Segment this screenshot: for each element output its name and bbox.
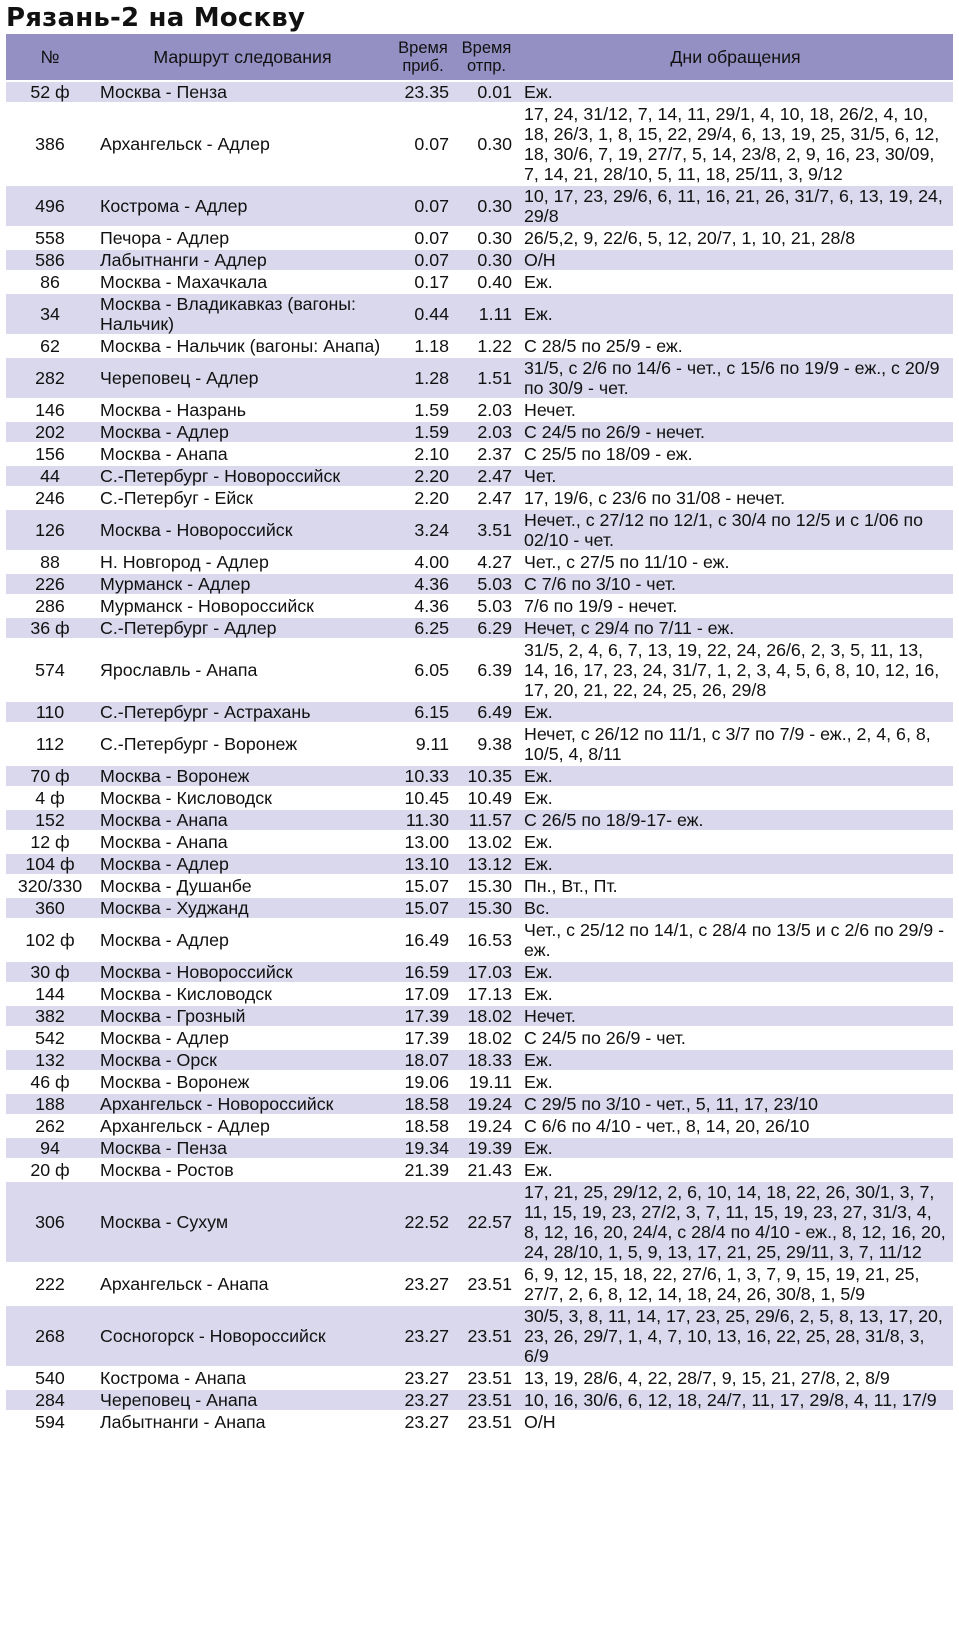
route-name: Лабытнанги - Анапа bbox=[94, 1411, 391, 1433]
train-number: 574 bbox=[6, 639, 94, 701]
page-title: Рязань-2 на Москву bbox=[6, 3, 306, 33]
train-number: 102 ф bbox=[6, 919, 94, 961]
departure-time: 23.51 bbox=[455, 1389, 518, 1411]
operating-days: Еж. bbox=[518, 1071, 953, 1093]
table-row bbox=[6, 293, 953, 335]
train-number: 542 bbox=[6, 1027, 94, 1049]
arrival-time: 16.49 bbox=[391, 919, 455, 961]
operating-days: 31/5, 2, 4, 6, 7, 13, 19, 22, 24, 26/6, 2, 3, 5, 11, 13, 14, 16, 17, 23, 24, 31/7, 1, 2, 3, 4, 5, 6, 8, 10, 12, 16, 17, 20, 21, 22, 24, 25, 26, 29/8 bbox=[518, 639, 953, 701]
header-num: № bbox=[6, 34, 94, 81]
train-number: 144 bbox=[6, 983, 94, 1005]
table-row bbox=[6, 961, 953, 983]
train-number: 268 bbox=[6, 1305, 94, 1367]
departure-time: 19.24 bbox=[455, 1115, 518, 1137]
departure-time: 0.30 bbox=[455, 227, 518, 249]
departure-time: 19.39 bbox=[455, 1137, 518, 1159]
route-name: Москва - Грозный bbox=[94, 1005, 391, 1027]
table-row bbox=[6, 831, 953, 853]
operating-days: Нечет., с 27/12 по 12/1, с 30/4 по 12/5 и с 1/06 по 02/10 - чет. bbox=[518, 509, 953, 551]
table-row bbox=[6, 1411, 953, 1433]
operating-days: О/Н bbox=[518, 249, 953, 271]
operating-days: 7/6 по 19/9 - нечет. bbox=[518, 595, 953, 617]
arrival-time: 6.25 bbox=[391, 617, 455, 639]
departure-time: 6.29 bbox=[455, 617, 518, 639]
arrival-time: 21.39 bbox=[391, 1159, 455, 1181]
route-name: Ярославль - Анапа bbox=[94, 639, 391, 701]
operating-days: Еж. bbox=[518, 271, 953, 293]
train-number: 382 bbox=[6, 1005, 94, 1027]
train-number: 4 ф bbox=[6, 787, 94, 809]
arrival-time: 9.11 bbox=[391, 723, 455, 765]
operating-days: Нечет. bbox=[518, 1005, 953, 1027]
departure-time: 13.12 bbox=[455, 853, 518, 875]
table-row bbox=[6, 1027, 953, 1049]
arrival-time: 23.27 bbox=[391, 1305, 455, 1367]
route-name: Кострома - Адлер bbox=[94, 185, 391, 227]
table-row bbox=[6, 1071, 953, 1093]
train-number: 70 ф bbox=[6, 765, 94, 787]
train-number: 30 ф bbox=[6, 961, 94, 983]
departure-time: 17.13 bbox=[455, 983, 518, 1005]
table-row bbox=[6, 853, 953, 875]
departure-time: 4.27 bbox=[455, 551, 518, 573]
route-name: Москва - Анапа bbox=[94, 809, 391, 831]
arrival-time: 15.07 bbox=[391, 875, 455, 897]
arrival-time: 11.30 bbox=[391, 809, 455, 831]
table-row bbox=[6, 227, 953, 249]
train-number: 112 bbox=[6, 723, 94, 765]
arrival-time: 1.59 bbox=[391, 399, 455, 421]
table-row bbox=[6, 1005, 953, 1027]
departure-time: 18.33 bbox=[455, 1049, 518, 1071]
route-name: Архангельск - Анапа bbox=[94, 1263, 391, 1305]
arrival-time: 15.07 bbox=[391, 897, 455, 919]
arrival-time: 19.06 bbox=[391, 1071, 455, 1093]
train-number: 320/330 bbox=[6, 875, 94, 897]
header-departure bbox=[455, 34, 518, 81]
arrival-time: 19.34 bbox=[391, 1137, 455, 1159]
arrival-time: 10.33 bbox=[391, 765, 455, 787]
table-row bbox=[6, 103, 953, 185]
train-number: 222 bbox=[6, 1263, 94, 1305]
route-name: Москва - Кисловодск bbox=[94, 787, 391, 809]
departure-time: 10.35 bbox=[455, 765, 518, 787]
operating-days: С 26/5 по 18/9-17- еж. bbox=[518, 809, 953, 831]
operating-days: 31/5, с 2/6 по 14/6 - чет., с 15/6 по 19/9 - еж., с 20/9 по 30/9 - чет. bbox=[518, 357, 953, 399]
departure-time: 23.51 bbox=[455, 1305, 518, 1367]
operating-days: С 7/6 по 3/10 - чет. bbox=[518, 573, 953, 595]
route-name: Кострома - Анапа bbox=[94, 1367, 391, 1389]
route-name: Мурманск - Новороссийск bbox=[94, 595, 391, 617]
arrival-time: 23.27 bbox=[391, 1263, 455, 1305]
table-row bbox=[6, 809, 953, 831]
header-departure-line1: Время bbox=[461, 39, 512, 57]
departure-time: 5.03 bbox=[455, 595, 518, 617]
route-name: Москва - Пенза bbox=[94, 81, 391, 103]
operating-days: Еж. bbox=[518, 831, 953, 853]
route-name: Архангельск - Адлер bbox=[94, 103, 391, 185]
table-row bbox=[6, 1367, 953, 1389]
train-number: 284 bbox=[6, 1389, 94, 1411]
operating-days: Еж. bbox=[518, 787, 953, 809]
table-row bbox=[6, 897, 953, 919]
train-number: 202 bbox=[6, 421, 94, 443]
train-number: 132 bbox=[6, 1049, 94, 1071]
operating-days: Пн., Вт., Пт. bbox=[518, 875, 953, 897]
route-name: Череповец - Анапа bbox=[94, 1389, 391, 1411]
route-name: Москва - Адлер bbox=[94, 421, 391, 443]
arrival-time: 0.44 bbox=[391, 293, 455, 335]
train-number: 586 bbox=[6, 249, 94, 271]
table-row bbox=[6, 723, 953, 765]
arrival-time: 0.17 bbox=[391, 271, 455, 293]
departure-time: 0.30 bbox=[455, 185, 518, 227]
departure-time: 18.02 bbox=[455, 1027, 518, 1049]
route-name: Москва - Анапа bbox=[94, 443, 391, 465]
operating-days: 10, 16, 30/6, 6, 12, 18, 24/7, 11, 17, 29/8, 4, 11, 17/9 bbox=[518, 1389, 953, 1411]
arrival-time: 18.58 bbox=[391, 1093, 455, 1115]
arrival-time: 23.35 bbox=[391, 81, 455, 103]
operating-days: С 24/5 по 26/9 - чет. bbox=[518, 1027, 953, 1049]
route-name: Москва - Анапа bbox=[94, 831, 391, 853]
route-name: Москва - Новороссийск bbox=[94, 509, 391, 551]
operating-days: Чет., с 27/5 по 11/10 - еж. bbox=[518, 551, 953, 573]
arrival-time: 17.09 bbox=[391, 983, 455, 1005]
table-row bbox=[6, 919, 953, 961]
route-name: Москва - Кисловодск bbox=[94, 983, 391, 1005]
arrival-time: 4.36 bbox=[391, 573, 455, 595]
arrival-time: 4.36 bbox=[391, 595, 455, 617]
departure-time: 19.24 bbox=[455, 1093, 518, 1115]
route-name: Лабытнанги - Адлер bbox=[94, 249, 391, 271]
table-row bbox=[6, 1049, 953, 1071]
arrival-time: 1.28 bbox=[391, 357, 455, 399]
departure-time: 0.30 bbox=[455, 103, 518, 185]
operating-days: Чет., с 25/12 по 14/1, с 28/4 по 13/5 и с 2/6 по 29/9 - еж. bbox=[518, 919, 953, 961]
arrival-time: 23.27 bbox=[391, 1367, 455, 1389]
train-number: 126 bbox=[6, 509, 94, 551]
route-name: С.-Петербург - Воронеж bbox=[94, 723, 391, 765]
route-name: Москва - Новороссийск bbox=[94, 961, 391, 983]
operating-days: Еж. bbox=[518, 853, 953, 875]
departure-time: 16.53 bbox=[455, 919, 518, 961]
train-number: 360 bbox=[6, 897, 94, 919]
train-number: 62 bbox=[6, 335, 94, 357]
route-name: Москва - Махачкала bbox=[94, 271, 391, 293]
train-number: 146 bbox=[6, 399, 94, 421]
table-row bbox=[6, 509, 953, 551]
arrival-time: 0.07 bbox=[391, 249, 455, 271]
train-number: 496 bbox=[6, 185, 94, 227]
table-row bbox=[6, 1115, 953, 1137]
operating-days: 17, 24, 31/12, 7, 14, 11, 29/1, 4, 10, 18, 26/2, 4, 10, 18, 26/3, 1, 8, 15, 22, 29/4, 6, 13, 19, 25, 31/5, 6, 12, 18, 30/6, 7, 19, 27/7, 5, 14, 23/8, 2, 9, 16, 23, 30/09, 7, 14, 21, 28/10, 5, 11, 18, 25/11, 3, 9/12 bbox=[518, 103, 953, 185]
train-number: 86 bbox=[6, 271, 94, 293]
table-row bbox=[6, 399, 953, 421]
operating-days: Еж. bbox=[518, 1159, 953, 1181]
operating-days: Еж. bbox=[518, 983, 953, 1005]
table-body bbox=[6, 81, 953, 1433]
route-name: Москва - Воронеж bbox=[94, 1071, 391, 1093]
departure-time: 17.03 bbox=[455, 961, 518, 983]
table-row bbox=[6, 875, 953, 897]
departure-time: 0.01 bbox=[455, 81, 518, 103]
train-number: 156 bbox=[6, 443, 94, 465]
table-row bbox=[6, 443, 953, 465]
arrival-time: 17.39 bbox=[391, 1005, 455, 1027]
operating-days: Нечет, с 29/4 по 7/11 - еж. bbox=[518, 617, 953, 639]
route-name: Архангельск - Адлер bbox=[94, 1115, 391, 1137]
operating-days: С 28/5 по 25/9 - еж. bbox=[518, 335, 953, 357]
route-name: Москва - Адлер bbox=[94, 919, 391, 961]
route-name: Мурманск - Адлер bbox=[94, 573, 391, 595]
arrival-time: 23.27 bbox=[391, 1389, 455, 1411]
table-row bbox=[6, 1263, 953, 1305]
route-name: Москва - Адлер bbox=[94, 853, 391, 875]
header-arrival-line2: приб. bbox=[402, 57, 444, 75]
table-row bbox=[6, 1305, 953, 1367]
departure-time: 2.03 bbox=[455, 399, 518, 421]
departure-time: 1.51 bbox=[455, 357, 518, 399]
operating-days: С 6/6 по 4/10 - чет., 8, 14, 20, 26/10 bbox=[518, 1115, 953, 1137]
route-name: Череповец - Адлер bbox=[94, 357, 391, 399]
operating-days: 13, 19, 28/6, 4, 22, 28/7, 9, 15, 21, 27/8, 2, 8/9 bbox=[518, 1367, 953, 1389]
departure-time: 2.03 bbox=[455, 421, 518, 443]
table-row bbox=[6, 271, 953, 293]
route-name: Москва - Владикавказ (вагоны: Нальчик) bbox=[94, 293, 391, 335]
table-row bbox=[6, 1137, 953, 1159]
route-name: Печора - Адлер bbox=[94, 227, 391, 249]
table-row bbox=[6, 81, 953, 103]
table-row bbox=[6, 765, 953, 787]
route-name: Н. Новгород - Адлер bbox=[94, 551, 391, 573]
table-row bbox=[6, 185, 953, 227]
train-number: 246 bbox=[6, 487, 94, 509]
route-name: Москва - Худжанд bbox=[94, 897, 391, 919]
table-row bbox=[6, 487, 953, 509]
train-number: 36 ф bbox=[6, 617, 94, 639]
operating-days: Нечет. bbox=[518, 399, 953, 421]
train-number: 88 bbox=[6, 551, 94, 573]
departure-time: 23.51 bbox=[455, 1367, 518, 1389]
departure-time: 22.57 bbox=[455, 1181, 518, 1263]
route-name: Москва - Сухум bbox=[94, 1181, 391, 1263]
arrival-time: 2.10 bbox=[391, 443, 455, 465]
arrival-time: 1.18 bbox=[391, 335, 455, 357]
table-row bbox=[6, 335, 953, 357]
arrival-time: 1.59 bbox=[391, 421, 455, 443]
table-row bbox=[6, 617, 953, 639]
train-number: 540 bbox=[6, 1367, 94, 1389]
train-number: 188 bbox=[6, 1093, 94, 1115]
departure-time: 21.43 bbox=[455, 1159, 518, 1181]
train-number: 94 bbox=[6, 1137, 94, 1159]
table-row bbox=[6, 701, 953, 723]
departure-time: 2.47 bbox=[455, 465, 518, 487]
operating-days: 10, 17, 23, 29/6, 6, 11, 16, 21, 26, 31/7, 6, 13, 19, 24, 29/8 bbox=[518, 185, 953, 227]
route-name: Москва - Орск bbox=[94, 1049, 391, 1071]
table-row bbox=[6, 357, 953, 399]
train-number: 152 bbox=[6, 809, 94, 831]
table-row bbox=[6, 421, 953, 443]
departure-time: 1.22 bbox=[455, 335, 518, 357]
train-number: 306 bbox=[6, 1181, 94, 1263]
arrival-time: 23.27 bbox=[391, 1411, 455, 1433]
operating-days: С 24/5 по 26/9 - нечет. bbox=[518, 421, 953, 443]
arrival-time: 0.07 bbox=[391, 227, 455, 249]
arrival-time: 18.07 bbox=[391, 1049, 455, 1071]
table-row bbox=[6, 1159, 953, 1181]
operating-days: Еж. bbox=[518, 293, 953, 335]
table-row bbox=[6, 1181, 953, 1263]
departure-time: 13.02 bbox=[455, 831, 518, 853]
arrival-time: 17.39 bbox=[391, 1027, 455, 1049]
departure-time: 3.51 bbox=[455, 509, 518, 551]
train-schedule-table bbox=[6, 34, 953, 1434]
train-number: 110 bbox=[6, 701, 94, 723]
arrival-time: 6.15 bbox=[391, 701, 455, 723]
train-number: 282 bbox=[6, 357, 94, 399]
route-name: Москва - Душанбе bbox=[94, 875, 391, 897]
operating-days: 6, 9, 12, 15, 18, 22, 27/6, 1, 3, 7, 9, 15, 19, 21, 25, 27/7, 2, 6, 8, 12, 14, 18, 24, 26, 30/8, 1, 5/9 bbox=[518, 1263, 953, 1305]
route-name: С.-Петербург - Новороссийск bbox=[94, 465, 391, 487]
departure-time: 23.51 bbox=[455, 1263, 518, 1305]
route-name: Москва - Нальчик (вагоны: Анапа) bbox=[94, 335, 391, 357]
operating-days: Еж. bbox=[518, 701, 953, 723]
train-number: 286 bbox=[6, 595, 94, 617]
train-number: 44 bbox=[6, 465, 94, 487]
train-number: 226 bbox=[6, 573, 94, 595]
operating-days: Еж. bbox=[518, 1049, 953, 1071]
departure-time: 1.11 bbox=[455, 293, 518, 335]
arrival-time: 4.00 bbox=[391, 551, 455, 573]
departure-time: 6.49 bbox=[455, 701, 518, 723]
operating-days: 26/5,2, 9, 22/6, 5, 12, 20/7, 1, 10, 21, 28/8 bbox=[518, 227, 953, 249]
departure-time: 15.30 bbox=[455, 897, 518, 919]
operating-days: 17, 21, 25, 29/12, 2, 6, 10, 14, 18, 22, 26, 30/1, 3, 7, 11, 15, 19, 23, 27/2, 3, 7, 11, 15, 19, 23, 27, 31/3, 4, 8, 12, 16, 20, 24/4, с 28/4 по 4/10 - еж., 8, 12, 16, 20, 24, 28/10, 1, 5, 9, 13, 17, 21, 25, 29/11, 3, 7, 11/12 bbox=[518, 1181, 953, 1263]
table-row bbox=[6, 639, 953, 701]
route-name: Москва - Воронеж bbox=[94, 765, 391, 787]
departure-time: 11.57 bbox=[455, 809, 518, 831]
operating-days: Нечет, с 26/12 по 11/1, с 3/7 по 7/9 - еж., 2, 4, 6, 8, 10/5, 4, 8/11 bbox=[518, 723, 953, 765]
departure-time: 23.51 bbox=[455, 1411, 518, 1433]
departure-time: 6.39 bbox=[455, 639, 518, 701]
operating-days: Еж. bbox=[518, 765, 953, 787]
departure-time: 9.38 bbox=[455, 723, 518, 765]
train-number: 558 bbox=[6, 227, 94, 249]
operating-days: 17, 19/6, с 23/6 по 31/08 - нечет. bbox=[518, 487, 953, 509]
train-number: 20 ф bbox=[6, 1159, 94, 1181]
operating-days: Еж. bbox=[518, 961, 953, 983]
train-number: 46 ф bbox=[6, 1071, 94, 1093]
operating-days: Еж. bbox=[518, 81, 953, 103]
header-arrival-line1: Время bbox=[398, 39, 448, 57]
arrival-time: 0.07 bbox=[391, 103, 455, 185]
train-number: 34 bbox=[6, 293, 94, 335]
arrival-time: 13.10 bbox=[391, 853, 455, 875]
table-row bbox=[6, 1093, 953, 1115]
route-name: Архангельск - Новороссийск bbox=[94, 1093, 391, 1115]
departure-time: 18.02 bbox=[455, 1005, 518, 1027]
train-number: 262 bbox=[6, 1115, 94, 1137]
train-number: 12 ф bbox=[6, 831, 94, 853]
operating-days: Вс. bbox=[518, 897, 953, 919]
route-name: Сосногорск - Новороссийск bbox=[94, 1305, 391, 1367]
header-days: Дни обращения bbox=[518, 34, 953, 81]
route-name: С.-Петербург - Астрахань bbox=[94, 701, 391, 723]
arrival-time: 6.05 bbox=[391, 639, 455, 701]
route-name: Москва - Пенза bbox=[94, 1137, 391, 1159]
train-number: 386 bbox=[6, 103, 94, 185]
departure-time: 5.03 bbox=[455, 573, 518, 595]
arrival-time: 2.20 bbox=[391, 487, 455, 509]
operating-days: Чет. bbox=[518, 465, 953, 487]
operating-days: Еж. bbox=[518, 1137, 953, 1159]
table-row bbox=[6, 983, 953, 1005]
departure-time: 15.30 bbox=[455, 875, 518, 897]
table-row bbox=[6, 595, 953, 617]
table-row bbox=[6, 465, 953, 487]
table-row bbox=[6, 573, 953, 595]
header-departure-line2: отпр. bbox=[466, 57, 507, 75]
route-name: С.-Петербург - Адлер bbox=[94, 617, 391, 639]
arrival-time: 3.24 bbox=[391, 509, 455, 551]
departure-time: 19.11 bbox=[455, 1071, 518, 1093]
route-name: Москва - Адлер bbox=[94, 1027, 391, 1049]
operating-days: 30/5, 3, 8, 11, 14, 17, 23, 25, 29/6, 2, 5, 8, 13, 17, 20, 23, 26, 29/7, 1, 4, 7, 10, 13, 16, 22, 25, 28, 31/8, 3, 6/9 bbox=[518, 1305, 953, 1367]
departure-time: 0.40 bbox=[455, 271, 518, 293]
header-route: Маршрут следования bbox=[94, 34, 391, 81]
arrival-time: 10.45 bbox=[391, 787, 455, 809]
table-row bbox=[6, 1389, 953, 1411]
route-name: С.-Петербуг - Ейск bbox=[94, 487, 391, 509]
operating-days: С 25/5 по 18/09 - еж. bbox=[518, 443, 953, 465]
arrival-time: 18.58 bbox=[391, 1115, 455, 1137]
arrival-time: 22.52 bbox=[391, 1181, 455, 1263]
route-name: Москва - Ростов bbox=[94, 1159, 391, 1181]
arrival-time: 13.00 bbox=[391, 831, 455, 853]
operating-days: С 29/5 по 3/10 - чет., 5, 11, 17, 23/10 bbox=[518, 1093, 953, 1115]
operating-days: О/Н bbox=[518, 1411, 953, 1433]
route-name: Москва - Назрань bbox=[94, 399, 391, 421]
table-row bbox=[6, 249, 953, 271]
header-row bbox=[6, 34, 953, 81]
arrival-time: 0.07 bbox=[391, 185, 455, 227]
arrival-time: 16.59 bbox=[391, 961, 455, 983]
departure-time: 0.30 bbox=[455, 249, 518, 271]
table-row bbox=[6, 787, 953, 809]
departure-time: 10.49 bbox=[455, 787, 518, 809]
departure-time: 2.47 bbox=[455, 487, 518, 509]
train-number: 52 ф bbox=[6, 81, 94, 103]
train-number: 104 ф bbox=[6, 853, 94, 875]
train-number: 594 bbox=[6, 1411, 94, 1433]
table-row bbox=[6, 551, 953, 573]
header-arrival bbox=[391, 34, 455, 81]
arrival-time: 2.20 bbox=[391, 465, 455, 487]
departure-time: 2.37 bbox=[455, 443, 518, 465]
table-header bbox=[6, 34, 953, 81]
